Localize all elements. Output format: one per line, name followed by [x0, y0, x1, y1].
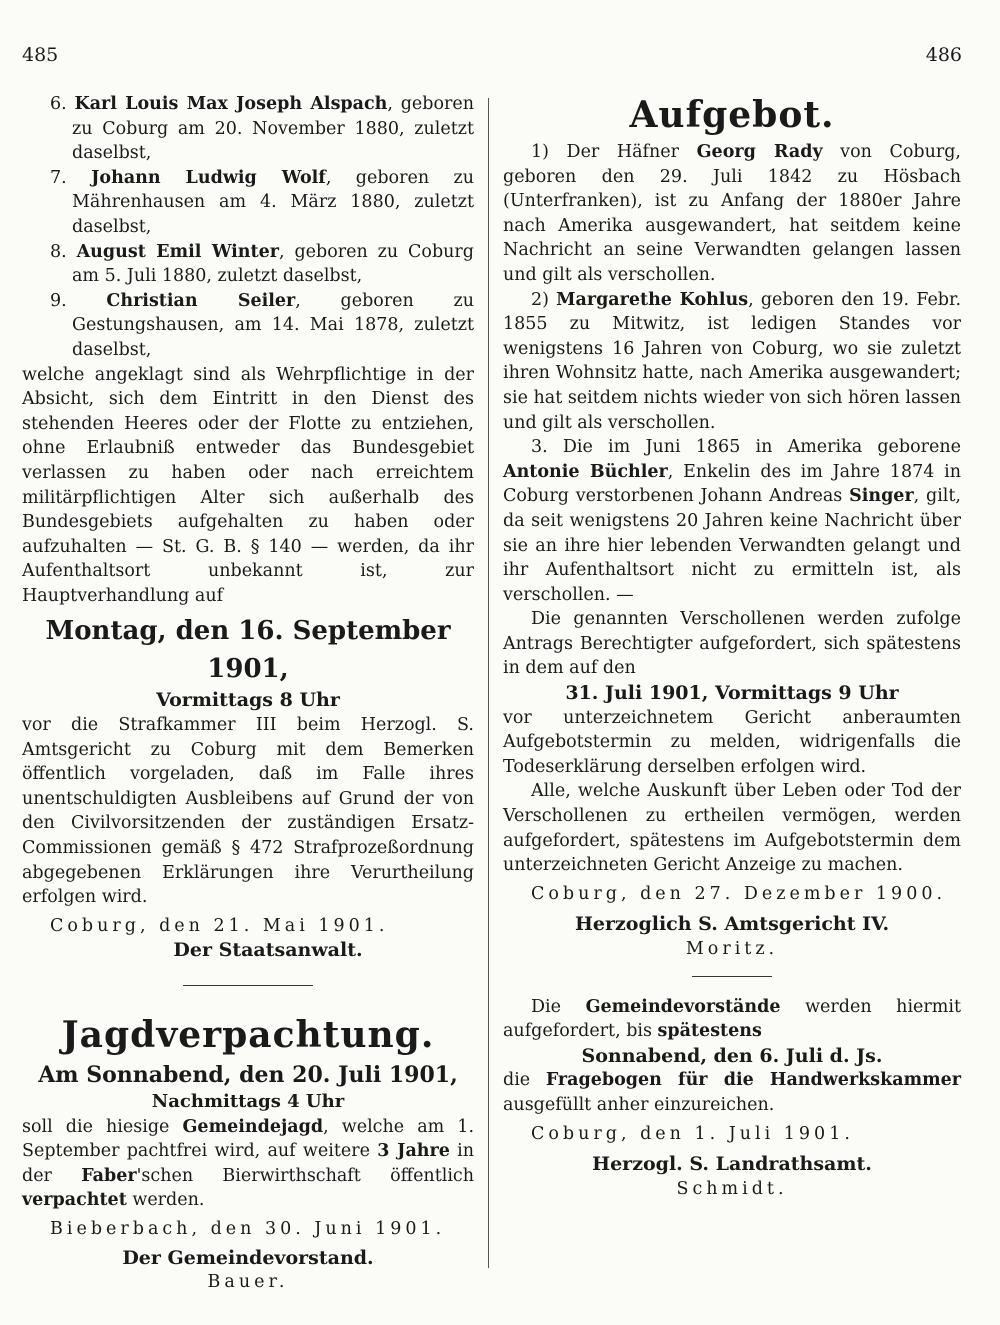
jagdverpachtung-notice [22, 1010, 474, 1295]
person-name: Singer [849, 486, 914, 507]
signatory-name: Moritz. [685, 939, 779, 959]
text-bold: spätestens [657, 1021, 762, 1042]
person-name: Margarethe Kohlus [556, 289, 749, 310]
auction-date-heading: Am Sonnabend, den 20. Juli 1901, [38, 1062, 458, 1088]
text-part: , Enkelin des im Jahre 1874 in Coburg verstorbenen Johann Andreas [503, 461, 961, 507]
item-name: Christian Seiler [106, 290, 296, 311]
column-divider [488, 98, 489, 1268]
text-part: , geboren den 19. Febr. 1855 zu Mitwitz, ist ledigen Standes vor wenigstens 16 Jahren von Coburg, wo sie zuletzt ihren Wohnsitz hatte, nach Amerika ausgewandert; sie hat seitdem nichts wieder von sich hören lassen und gilt als verschollen. [503, 289, 962, 433]
text-part: werden. [126, 1190, 205, 1211]
text-bold: Faber [81, 1165, 137, 1186]
deadline-heading: 31. Juli 1901, Vormittags 9 Uhr [565, 682, 899, 705]
list-item [22, 92, 474, 166]
place-date: Coburg, den 27. Dezember 1900. [531, 883, 947, 904]
text-part: soll die hiesige [22, 1116, 183, 1137]
place-date: Coburg, den 1. Juli 1901. [531, 1123, 854, 1144]
section-divider [692, 976, 772, 977]
left-column [22, 92, 474, 1295]
notice-text [22, 1115, 474, 1213]
list-item [22, 289, 474, 363]
paragraph-1 [503, 140, 961, 288]
text-part: , gilt, da seit wenigstens 20 Jahren keine Nachricht über sie an ihre hier lebenden Verwandten gelangt und ihr Aufenthaltsort nicht zu ermitteln ist, als verschollen. — [503, 486, 961, 605]
item-name: Johann Ludwig Wolf [91, 167, 326, 188]
text-bold: Gemeindejagd [182, 1116, 324, 1137]
text-part: in der [22, 1141, 474, 1186]
gemeindevorstaende-notice [503, 995, 961, 1202]
summons-text-continued: vor die Strafkammer III beim Herzogl. S. Amtsgericht zu Coburg mit dem Bemerken öffentlich vorgeladen, daß im Falle ihres unentschuldigten Ausbleibens auf Grund der von den Civilvorsitzenden der zuständigen Ersatz-Commissionen gemäß § 472 Strafprozeßordnung abgegebenen Erklärungen ihre Verurtheilung erfolgen wird. [22, 715, 474, 908]
place-date: Coburg, den 21. Mai 1901. [50, 915, 389, 936]
text-bold: Gemeindevorstände [585, 996, 781, 1017]
item-number: 6. [50, 94, 67, 114]
signature: Herzoglich S. Amtsgericht IV. [574, 913, 890, 936]
text-part: werden hiermit aufgefordert, bis [503, 996, 961, 1042]
hearing-date-heading: Montag, den 16. September 1901, [45, 616, 451, 685]
item-text: , geboren zu Gestungshausen, am 14. Mai 1878, zuletzt daselbst, [72, 290, 474, 360]
deadline-heading: Sonnabend, den 6. Juli d. Js. [581, 1044, 883, 1067]
right-column [503, 92, 961, 1201]
list-item [22, 166, 474, 240]
item-number: 8. [50, 241, 67, 262]
person-name: Georg Rady [696, 142, 823, 162]
text-part: Die [531, 996, 586, 1017]
summons-text: welche angeklagt sind als Wehrpflichtige in der Absicht, sich dem Eintritt in den Dienst des stehenden Heeres oder der Flotte zu entziehen, ohne Erlaubniß entweder das Bundesgebiet verlassen zu haben oder nach erreichtem militärpflichtigen Alter sich außerhalb des Bundesgebiets aufgehalten zu haben oder aufzuhalten — St. G. B. § 140 — werden, da ihr Aufenthaltsort unbekannt ist, zur Hauptverhandlung auf [22, 364, 474, 606]
text-part: 3. Die im Juni 1865 in Amerika geborene [531, 437, 961, 458]
place-date: Bieberbach, den 30. Juni 1901. [50, 1218, 446, 1239]
list-item [22, 240, 474, 289]
text-bold: Fragebogen für die Handwerkskammer [545, 1070, 961, 1091]
text-part: , welche am 1. September pachtfrei wird, auf weitere [22, 1116, 475, 1162]
signature: Herzogl. S. Landrathsamt. [592, 1153, 872, 1176]
person-name: Antonie Büchler [503, 461, 668, 482]
text-part: 2) [531, 289, 557, 310]
signature: Der Staatsanwalt. [173, 939, 363, 962]
signatory-name: Schmidt. [676, 1178, 788, 1199]
paragraph-6: Alle, welche Auskunft über Leben oder Tod der Verschollenen zu ertheilen vermögen, werden aufgefordert, spätestens im Aufgebotstermin dem unterzeichneten Gericht Anzeige zu machen. [503, 781, 961, 876]
text-part: die [503, 1070, 546, 1091]
text-part: von Coburg, geboren den 29. Juli 1842 zu Hösbach (Unterfranken), ist zu Anfang der 1880er Jahre nach Amerika ausgewandert, hat seitdem keine Nachricht an seine Verwandten gelangen lassen und gilt als verschollen. [503, 142, 961, 285]
item-text: , geboren zu Coburg am 5. Juli 1880, zuletzt daselbst, [72, 241, 474, 287]
text-bold: verpachtet [22, 1190, 127, 1211]
item-number: 9. [50, 290, 67, 311]
paragraph-3 [503, 435, 961, 607]
aufgebot-title: Aufgebot. [629, 94, 835, 136]
item-name: August Emil Winter [76, 241, 279, 262]
page-number-left: 485 [22, 44, 59, 66]
text-part: ausgefüllt anher einzureichen. [503, 1094, 775, 1115]
signatory-name: Bauer. [207, 1272, 289, 1293]
text-bold: 3 Jahre [377, 1141, 450, 1162]
item-name: Karl Louis Max Joseph Alspach [74, 94, 388, 114]
item-number: 7. [50, 167, 67, 188]
paragraph-2 [503, 288, 961, 436]
text-part: 1) Der Häfner [531, 142, 697, 162]
signature: Der Gemeindevorstand. [122, 1246, 374, 1269]
paragraph-4: Die genannten Verschollenen werden zufolge Antrags Berechtigter aufgefordert, sich spätestens in dem auf den [503, 609, 961, 679]
paragraph-5: vor unterzeichnetem Gericht anberaumten Aufgebotstermin zu melden, widrigenfalls die Todeserklärung derselben erfolgen wird. [503, 707, 961, 777]
item-text: , geboren zu Coburg am 20. November 1880, zuletzt daselbst, [72, 94, 474, 164]
text-part: 'schen Bierwirthschaft öffentlich [136, 1165, 474, 1186]
defendant-list [22, 92, 474, 363]
item-text: , geboren zu Mährenhausen am 4. März 1880, zuletzt daselbst, [72, 167, 475, 237]
notice-text [503, 995, 961, 1044]
page-number-right: 486 [925, 44, 962, 66]
section-divider [183, 985, 313, 986]
notice-text-continued [503, 1068, 961, 1117]
hearing-time-heading: Vormittags 8 Uhr [156, 689, 340, 712]
notice-title: Jagdverpachtung. [61, 1014, 435, 1056]
auction-time-heading: Nachmittags 4 Uhr [151, 1091, 345, 1112]
